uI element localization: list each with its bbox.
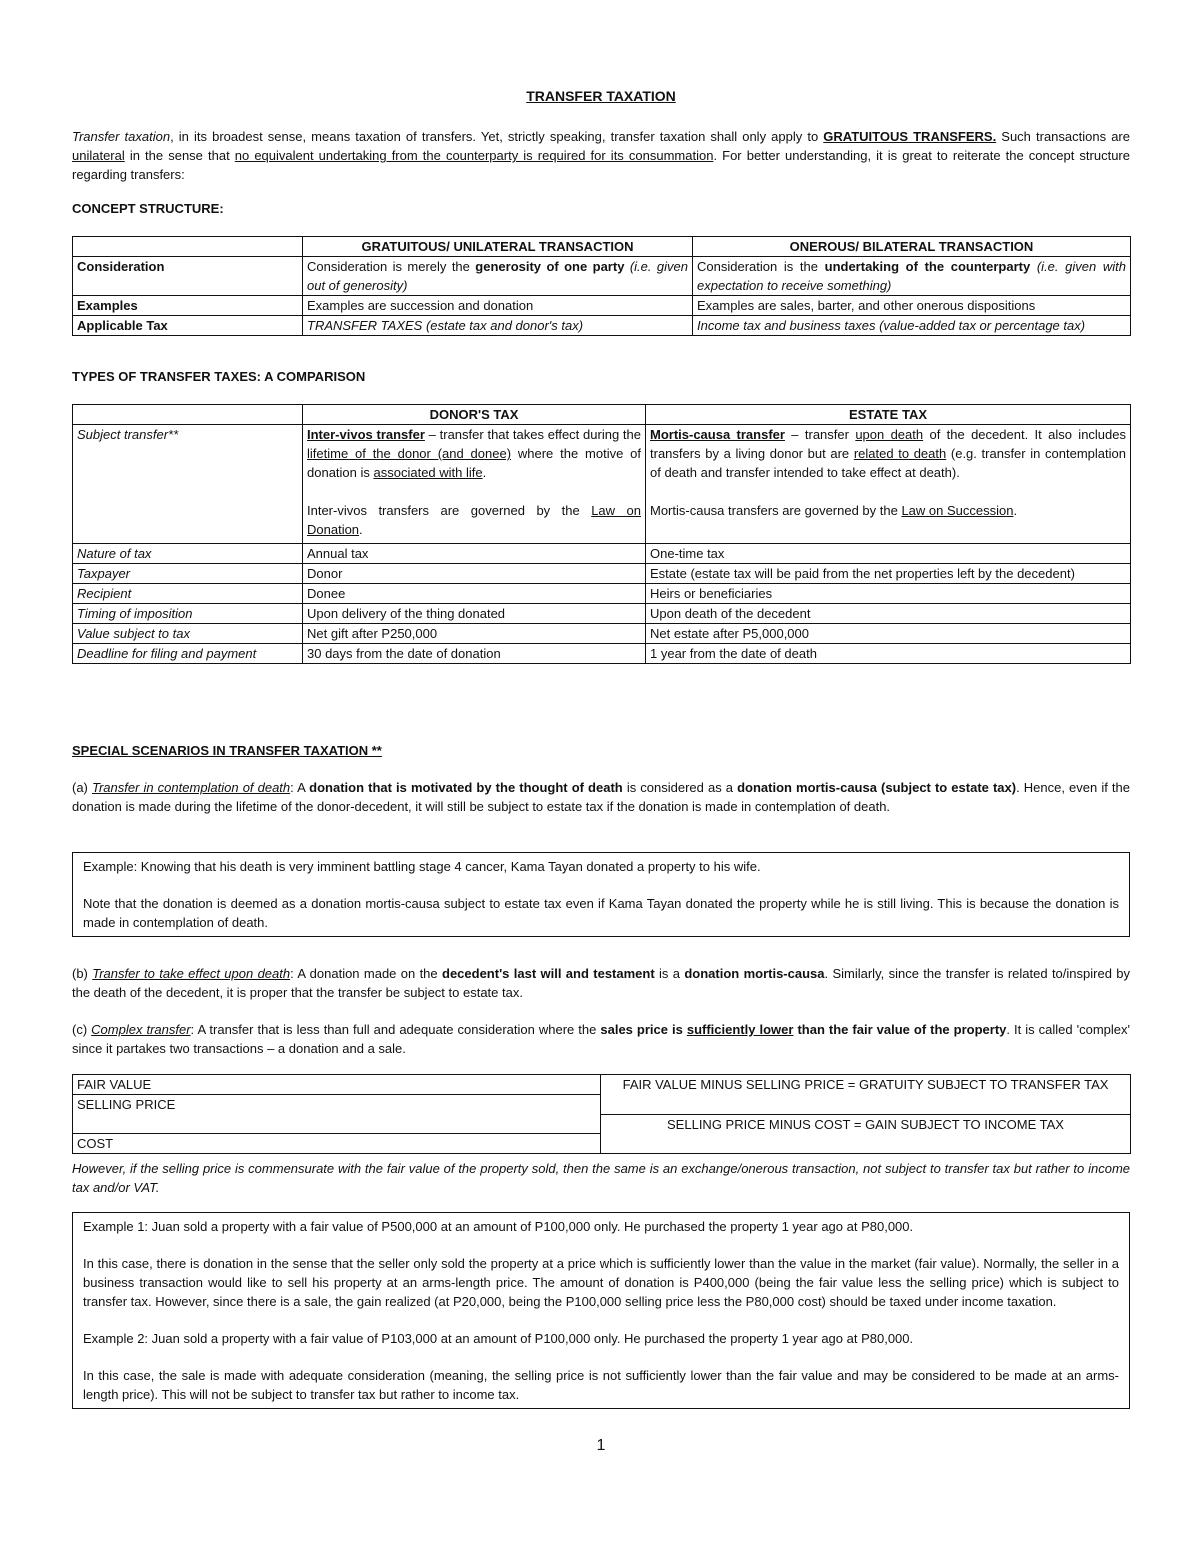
row-label: Recipient [73,584,303,604]
table-cell: Examples are sales, barter, and other onerous dispositions [693,296,1131,316]
table-cell: FAIR VALUE MINUS SELLING PRICE = GRATUITY SUBJECT TO TRANSFER TAX [601,1075,1131,1115]
cell-paragraph [307,425,641,482]
table-header: GRATUITOUS/ UNILATERAL TRANSACTION [303,237,693,257]
cell-text: (i.e. given with expectation to receive something) [697,259,1127,293]
para-text: . Similarly, since the transfer is related to/inspired by the death of the decedent, it is proper that the transfer be subject to estate tax. [72,966,1131,1000]
para-text: is considered as a [622,780,738,795]
row-label: Subject transfer** [73,425,303,544]
table-header [73,405,303,425]
cell-text: upon death [855,427,924,442]
row-label: Consideration [73,257,303,296]
para-text: is a [654,966,685,981]
table-row [73,564,1131,584]
intro-text: , in its broadest sense, means taxation of transfers. Yet, strictly speaking, transfer taxation shall only apply to [170,129,824,144]
para-text: than the fair value of the property [793,1022,1007,1037]
para-text: donation mortis-causa (subject to estate tax) [737,780,1017,795]
cell-text: Mortis-causa transfer [650,427,785,442]
example-text: Example 1: Juan sold a property with a fair value of P500,000 at an amount of P100,000 only. He purchased the property 1 year ago at P80,000. [83,1219,914,1234]
example-box-1 [72,852,1130,937]
scenario-b-paragraph [72,964,1130,1002]
table-row [73,1075,1131,1095]
cell-text: undertaking of the counterparty [824,259,1031,274]
cell-text: lifetime of the donor (and donee) [307,446,512,461]
para-text: . Hence, even if the donation is made during the lifetime of the donor-decedent, it will still be subject to estate tax if the donation is made in contemplation of death. [72,780,1130,814]
table-cell: Upon delivery of the thing donated [303,604,646,624]
para-text: (b) [72,966,93,981]
table-cell: Net estate after P5,000,000 [646,624,1131,644]
types-table [72,404,1131,664]
row-label: Timing of imposition [73,604,303,624]
table-cell: One-time tax [646,544,1131,564]
intro-text: in the sense that [124,148,235,163]
table-cell: Donor [303,564,646,584]
intro-text: GRATUITOUS TRANSFERS. [823,129,997,144]
table-header-row [73,237,1131,257]
table-header: ESTATE TAX [646,405,1131,425]
table-cell: Donee [303,584,646,604]
para-text: : A transfer that is less than full and adequate consideration where the [190,1022,601,1037]
scenario-a-paragraph [72,778,1130,816]
table-header: DONOR'S TAX [303,405,646,425]
cell-text: Mortis-causa transfers are governed by the [650,503,902,518]
table-cell: FAIR VALUE [73,1075,601,1095]
page-title: TRANSFER TAXATION [526,88,676,104]
concept-heading: CONCEPT STRUCTURE: [72,201,224,216]
table-cell [646,425,1131,544]
table-cell: SELLING PRICE [73,1095,601,1115]
example-text: Note that the donation is deemed as a donation mortis-causa subject to estate tax even if Kama Tayan donated the property while he is still living. This is because the donation is made in contemplation of death. [83,896,1119,930]
intro-text: no equivalent undertaking from the counterparty is required for its consummation [234,148,714,163]
table-row [73,544,1131,564]
cell-text: – transfer [784,427,856,442]
para-text: : A [290,780,310,795]
scenario-c-paragraph [72,1020,1130,1058]
table-cell: COST [73,1134,601,1154]
cell-text: . [1013,503,1018,518]
table-cell: Annual tax [303,544,646,564]
table-row [73,644,1131,664]
table-row [73,425,1131,544]
row-label: Examples [73,296,303,316]
table-cell: Examples are succession and donation [303,296,693,316]
table-row [73,624,1131,644]
cell-text: Inter-vivos transfers are governed by the [307,503,592,518]
para-text: donation that is motivated by the thought of death [309,780,623,795]
para-text: Complex transfer [91,1022,191,1037]
para-text: (a) [72,780,92,795]
cell-text: (e.g. transfer in contemplation of death and transfer intended to take effect at death). [650,446,1126,480]
para-text: decedent's last will and testament [442,966,655,981]
cell-text: associated with life [373,465,483,480]
table-row [73,1114,1131,1134]
intro-text: unilateral [72,148,125,163]
table-cell: Net gift after P250,000 [303,624,646,644]
table-cell: Heirs or beneficiaries [646,584,1131,604]
concept-table [72,236,1131,336]
table-row [73,604,1131,624]
cell-text: of the decedent. It also includes transfers by a living donor but are [650,427,1126,461]
table-cell [303,425,646,544]
table-header: ONEROUS/ BILATERAL TRANSACTION [693,237,1131,257]
para-text: sufficiently lower [686,1022,794,1037]
table-row [73,296,1131,316]
para-text: Transfer to take effect upon death [92,966,291,981]
table-header [73,237,303,257]
para-text: (c) [72,1022,92,1037]
table-row [73,584,1131,604]
table-cell: 30 days from the date of donation [303,644,646,664]
para-text: is [667,1022,687,1037]
table-cell: 1 year from the date of death [646,644,1131,664]
cell-text: generosity of one party [475,259,625,274]
intro-paragraph [72,127,1130,184]
cell-paragraph [307,501,641,539]
table-cell: Income tax and business taxes (value-added tax or percentage tax) [693,316,1131,336]
row-label: Taxpayer [73,564,303,584]
cell-paragraph [650,425,1126,482]
cell-text: (i.e. given out of generosity) [307,259,688,293]
table-header-row [73,405,1131,425]
intro-text: Such transactions are [996,129,1130,144]
table-cell [303,257,693,296]
para-text: : A donation made on the [290,966,442,981]
table-cell: Upon death of the decedent [646,604,1131,624]
table-row [73,316,1131,336]
example-box-2 [72,1212,1130,1409]
cell-text: Law on Donation [307,503,641,537]
fair-value-table [72,1074,1131,1154]
types-heading: TYPES OF TRANSFER TAXES: A COMPARISON [72,369,366,384]
cell-text: . [359,522,363,537]
cell-text: . [482,465,487,480]
row-label: Value subject to tax [73,624,303,644]
cell-text: related to death [853,446,947,461]
row-label: Applicable Tax [73,316,303,336]
para-text: donation mortis-causa [684,966,825,981]
table-cell [73,1114,601,1134]
cell-text: Inter-vivos transfer [307,427,425,442]
cell-text: where the motive of donation is [307,446,641,480]
example-text: In this case, there is donation in the sense that the seller only sold the property at a price which is sufficiently lower than the value in the market (fair value). Normally, the seller in a business transaction would like to sell his property at an arms-length price. The amount of donation is P400,000 (being the fair value less the selling price) which is subject to transfer tax. However, since there is a sale, the gain realized (at P20,000, being the P100,000 selling price less the P80,000 cost) should be taxed under income taxation. [83,1256,1119,1309]
cell-text: Law on Succession [901,503,1014,518]
para-text: Transfer in contemplation of death [91,780,291,795]
intro-text: Transfer taxation [72,129,171,144]
cell-text: – transfer that takes effect during the [424,427,641,442]
cell-text: Consideration is the [697,259,825,274]
intro-text: . For better understanding, it is great to reiterate the concept structure regarding transfers: [72,148,1130,182]
example-text: In this case, the sale is made with adequate consideration (meaning, the selling price is not sufficiently lower than the fair value and may be considered to be made at an arms-length price). This will not be subject to transfer tax but rather to income tax. [83,1368,1119,1402]
table-cell: TRANSFER TAXES (estate tax and donor's tax) [303,316,693,336]
para-text: sales price [600,1022,668,1037]
exception-note: However, if the selling price is commensurate with the fair value of the property sold, then the same is an exchange/onerous transaction, not subject to transfer tax but rather to income tax and/or VAT. [72,1161,1130,1195]
cell-paragraph [650,501,1126,520]
row-label: Nature of tax [73,544,303,564]
para-text: . It is called 'complex' since it partakes two transactions – a donation and a sale. [72,1022,1130,1056]
example-text: Example: Knowing that his death is very imminent battling stage 4 cancer, Kama Tayan donated a property to his wife. [83,859,761,874]
table-cell: Estate (estate tax will be paid from the net properties left by the decedent) [646,564,1131,584]
table-cell [693,257,1131,296]
table-row [73,257,1131,296]
page-number: 1 [596,1437,606,1454]
table-cell: SELLING PRICE MINUS COST = GAIN SUBJECT TO INCOME TAX [601,1114,1131,1154]
special-heading: SPECIAL SCENARIOS IN TRANSFER TAXATION ** [72,743,382,758]
example-text: Example 2: Juan sold a property with a fair value of P103,000 at an amount of P100,000 only. He purchased the property 1 year ago at P80,000. [83,1331,914,1346]
cell-text: Consideration is merely the [307,259,476,274]
row-label: Deadline for filing and payment [73,644,303,664]
